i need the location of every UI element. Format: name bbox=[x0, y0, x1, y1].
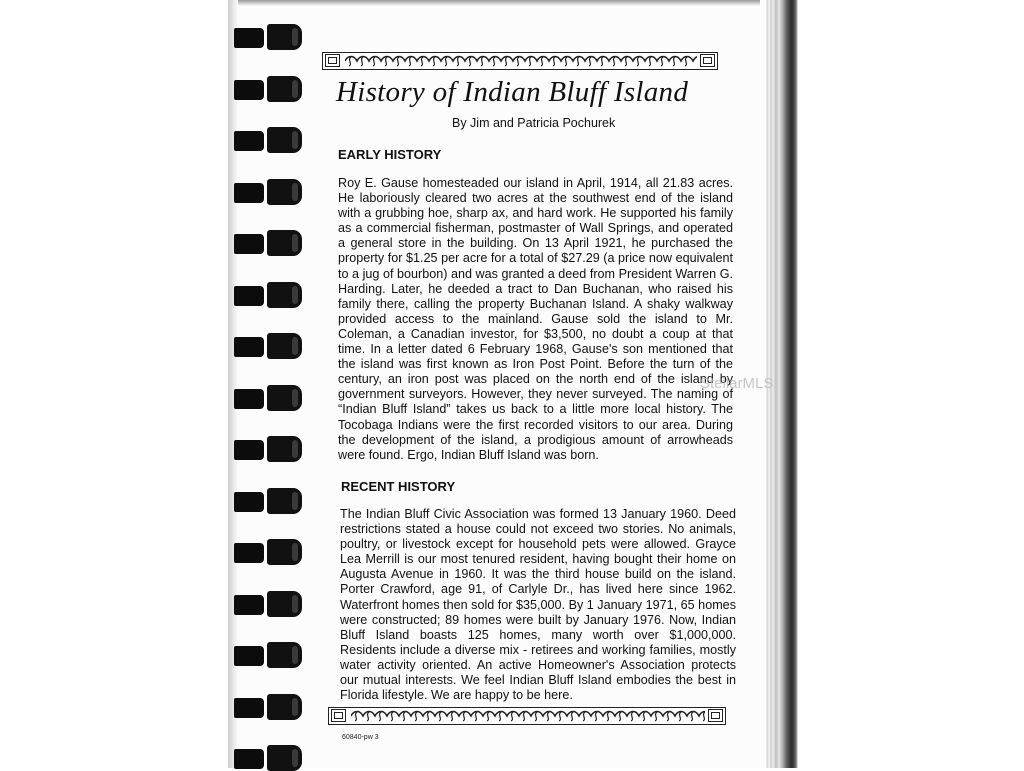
decorative-border-bottom bbox=[328, 707, 726, 725]
section-heading-recent: RECENT HISTORY bbox=[341, 479, 456, 494]
section-heading-early: EARLY HISTORY bbox=[338, 147, 442, 162]
section-body-early: Roy E. Gause homesteaded our island in April, 1914, all 21.83 acres. He laboriously cleared two acres at the southwest end of the island with a grubbing hoe, sharp ax, and hard work. He supported his family as a commercial fisherman, postmaster of Wall Springs, and operated a general store in the building. On 13 April 1921, he purchased the property for $1.25 per acre for a total of $27.29 (a price now equivalent to a jug of bourbon) and was granted a deed from President Warren G. Harding. Later, he deeded a tract to Dan Buchanan, who raised his family there, calling the property Buchanan Island. A shaky walkway provided access to the mainland. Gause sold the island to Mr. Coleman, a Canadian investor, for $3,500, no doubt a coup at that time. In a letter dated 6 February 1968, Gause's son mentioned that the island was first known as Iron Post Point. Before the turn of the century, an iron post was placed on the north end of the island by government surveyors. However, they never surveyed. The naming of “Indian Bluff Island” takes us back to a little more local history. The Tocobaga Indians were the first recorded visitors to our area. During the development of the island, a prodigious amount of arrowheads were found. Ergo, Indian Bluff Island was born. bbox=[338, 176, 733, 462]
wave-pattern bbox=[345, 55, 697, 67]
decorative-border-top bbox=[322, 52, 718, 70]
spiral-coil bbox=[234, 436, 302, 462]
spiral-coil bbox=[234, 76, 302, 102]
byline: By Jim and Patricia Pochurek bbox=[452, 116, 616, 130]
spiral-coil bbox=[234, 230, 302, 256]
spiral-coil bbox=[234, 282, 302, 308]
spiral-binding bbox=[234, 0, 306, 768]
ornament-square-icon bbox=[700, 54, 715, 67]
spiral-coil bbox=[234, 591, 302, 617]
page-top-shadow bbox=[228, 0, 798, 6]
page-footer: 60840-pw 3 bbox=[342, 734, 379, 741]
ornament-square-icon bbox=[331, 709, 346, 722]
wave-pattern bbox=[351, 710, 705, 722]
ornament-square-icon bbox=[708, 709, 723, 722]
spiral-coil bbox=[234, 642, 302, 668]
spiral-coil bbox=[234, 745, 302, 771]
spiral-coil bbox=[234, 127, 302, 153]
spiral-coil bbox=[234, 333, 302, 359]
spiral-coil bbox=[234, 539, 302, 565]
spiral-coil bbox=[234, 179, 302, 205]
spiral-coil bbox=[234, 385, 302, 411]
page-title: History of Indian Bluff Island bbox=[336, 76, 689, 108]
spiral-coil bbox=[234, 24, 302, 50]
spiral-coil bbox=[234, 488, 302, 514]
spiral-coil bbox=[234, 694, 302, 720]
ornament-square-icon bbox=[325, 54, 340, 67]
section-body-recent: The Indian Bluff Civic Association was formed 13 January 1960. Deed restrictions stated a house could not exceed two stories. No animals, poultry, or livestock except for household pets were allowed. Grayce Lea Merrill is our most tenured resident, having bought their home on Augusta Avenue in 1960. It was the third house build on the island. Porter Crawford, age 91, of Carlyle Dr., has lived here since 1962. Waterfront homes then sold for $35,000. By 1 January 1971, 65 homes were constructed; 89 homes were built by January 1976. Now, Indian Bluff Island boasts 125 homes, many worth over $1,000,000. Residents include a diverse mix - retirees and working families, mostly water activity oriented. An active Homeowner's Association protects our mutual interests. We feel Indian Bluff Island embodies the best in Florida lifestyle. We are happy to be here. bbox=[340, 507, 736, 703]
watermark: StellarMLS bbox=[700, 375, 774, 392]
